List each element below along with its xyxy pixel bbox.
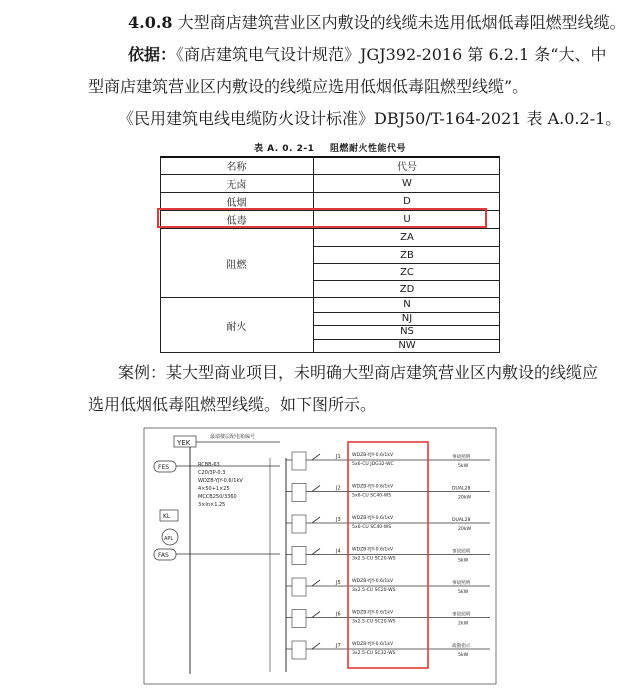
code-ns: NS [400, 326, 414, 338]
load-value: 5kW [458, 653, 469, 658]
load-name: DUAL28 [452, 518, 471, 523]
main-breaker-note: WDZB-YJY-0.6/1kV [198, 478, 243, 484]
breaker-box [292, 452, 306, 470]
code-n: N [403, 299, 411, 311]
cable-size: 3x2.5-CU SC20-WS [352, 619, 396, 625]
load-name: 事故照明 [452, 455, 471, 460]
cable-size: 3x2.5-CU SC32-WS [352, 651, 396, 656]
breaker-box [292, 578, 306, 596]
row-code-u: U [403, 214, 411, 225]
cable-spec: WDZB-YJY-0.6/1kV [352, 453, 394, 458]
header-name: 名称 [226, 161, 247, 173]
clause-text: 大型商店建筑营业区内敷设的线缆未选用低烟低毒阻燃型线缆。 [177, 13, 626, 32]
main-breaker-note: 3×In×1.25 [198, 502, 226, 508]
switch-symbol [312, 643, 320, 649]
code-zc: ZC [400, 266, 414, 278]
basis-line-3: 《民用建筑电线电缆防火设计标准》DBJ50/T-164-2021 表 A.0.2-1。 [118, 109, 622, 128]
circuits [286, 452, 490, 659]
breaker-box [292, 547, 306, 565]
main-breaker-note: RCBB-63 [198, 462, 220, 468]
breaker-box [292, 641, 306, 659]
table-caption-title: 阻燃耐火性能代号 [330, 144, 407, 154]
group-name-fire: 耐火 [226, 321, 247, 333]
table-caption-number: 表 A. 0. 2-1 [253, 144, 315, 154]
circuit-id: J7 [336, 643, 341, 649]
highlight-low-toxicity-row [157, 208, 487, 228]
fes-label: FES [158, 464, 170, 471]
row-code-d: D [403, 196, 411, 207]
fire-group-block [160, 282, 500, 352]
breaker-box [292, 610, 306, 628]
row-name-w: 无卤 [226, 180, 247, 191]
switch-symbol [312, 454, 320, 460]
cable-size: 5x6-CU JDG32-WC [352, 462, 394, 467]
clause-line [128, 12, 626, 34]
cable-spec: WDZB-YJY-0.6/1kV [352, 547, 394, 553]
load-name: 疏散指示 [452, 644, 471, 649]
circuit-id: J5 [336, 580, 341, 586]
load-value: 5kW [458, 464, 469, 469]
main-breaker-note: MCCB250/3360 [198, 494, 237, 500]
case-line-2: 选用低烟低毒阻燃型线缆。如下图所示。 [88, 395, 377, 414]
cable-size: 3x2.5-CU SC20-WS [352, 556, 396, 562]
kl-label: KL [163, 513, 171, 520]
switch-symbol [312, 612, 320, 618]
basis-text-1: 《商店建筑电气设计规范》JGJ392-2016 第 6.2.1 条“大、中 [176, 45, 607, 64]
fas-label: FAS [158, 552, 169, 559]
switch-symbol [312, 580, 320, 586]
code-zb: ZB [400, 250, 414, 261]
circuit-id: J1 [336, 454, 341, 460]
cable-spec: WDZB-YJY-0.6/1kV [352, 516, 394, 521]
breaker-box [292, 484, 306, 502]
load-value: 5kW [458, 558, 469, 564]
header-code: 代号 [397, 161, 417, 173]
cable-size: 5x6-CU SC40-WS [352, 525, 392, 530]
circuit-id: J3 [336, 517, 341, 523]
distribution-schematic [140, 422, 500, 692]
switch-symbol [312, 517, 320, 523]
case-line-1: 案例：某大型商业项目，未明确大型商店建筑营业区内敷设的线缆应 [118, 363, 599, 382]
row-code-w: W [402, 178, 412, 189]
row-name-d: 低烟 [226, 198, 247, 209]
load-name: DUAL28 [452, 486, 471, 492]
main-breaker-notes [198, 462, 243, 508]
row-name-u: 低毒 [226, 216, 247, 227]
load-name: 事故照明 [452, 612, 471, 618]
circuit-id: J4 [336, 548, 341, 555]
yek-label: YEK [177, 439, 191, 447]
apl-label: APL [164, 536, 174, 542]
basis-line-2: 型商店建筑营业区内敷设的线缆应选用低烟低毒阻燃型线缆”。 [88, 77, 529, 96]
cable-spec: WDZB-YJY-0.6/1kV [352, 610, 394, 616]
load-value: 2kW [458, 621, 469, 627]
cable-spec: WDZB-YJY-0.6/1kV [352, 642, 394, 647]
code-za: ZA [400, 232, 414, 243]
main-breaker-note: C20/3P-0.3 [198, 470, 226, 476]
basis-line-1 [128, 44, 606, 66]
load-value: 5kW [458, 590, 469, 595]
highlight-cable-spec-column [348, 442, 428, 668]
circuit-id: J6 [336, 611, 341, 618]
breaker-box [292, 515, 306, 533]
group-name-flame: 阻燃 [226, 259, 247, 271]
load-name: 事故照明 [452, 549, 471, 555]
load-value: 20kW [458, 527, 472, 532]
cable-size: 3x2.5-CU SC20-WS [352, 588, 396, 593]
switch-symbol [312, 486, 320, 492]
code-zd: ZD [399, 283, 415, 295]
code-nw: NW [398, 339, 416, 351]
code-nj: NJ [401, 312, 413, 324]
load-value: 20kW [458, 495, 472, 501]
basis-label: 依据： [128, 45, 177, 64]
top-note: 最端楼层配电箱编号 [210, 434, 256, 440]
cable-size: 5x6-CU SC40-WS [352, 493, 392, 499]
load-name: 事故照明 [452, 581, 471, 586]
circuit-id: J2 [336, 485, 341, 492]
cable-spec: WDZB-YJY-0.6/1kV [352, 579, 394, 584]
main-breaker-note: 4×50+1×25 [198, 486, 230, 492]
cable-spec: WDZB-YJY-0.6/1kV [352, 484, 394, 490]
switch-symbol [312, 549, 320, 555]
table-caption [160, 141, 500, 154]
clause-number: 4.0.8 [128, 13, 173, 32]
